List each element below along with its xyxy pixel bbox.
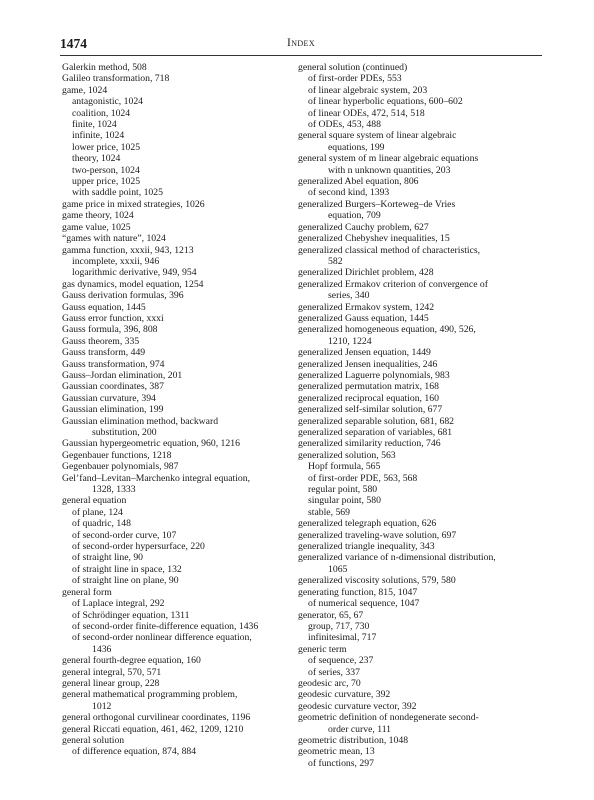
index-subentry: series, 340 xyxy=(328,290,370,302)
index-subentry: of linear hyperbolic equations, 600–602 xyxy=(308,96,463,108)
index-subentry: of Laplace integral, 292 xyxy=(72,598,165,610)
index-subentry: of linear ODEs, 472, 514, 518 xyxy=(308,107,425,119)
index-entry: generalized permutation matrix, 168 xyxy=(298,381,439,393)
index-subentry: 1065 xyxy=(328,563,348,575)
index-entry: Gauss equation, 1445 xyxy=(62,301,146,313)
index-entry: general solution (continued) xyxy=(298,62,408,73)
index-subentry: of ODEs, 453, 488 xyxy=(308,119,381,131)
index-entry: Galileo transformation, 718 xyxy=(62,73,170,85)
index-entry: generalized Cauchy problem, 627 xyxy=(298,221,429,233)
index-entry: generalized Burgers–Korteweg–de Vries xyxy=(298,198,456,210)
index-entry: generalized classical method of characteristics, xyxy=(298,244,481,256)
index-subentry: of numerical sequence, 1047 xyxy=(308,598,420,610)
index-entry: general orthogonal curvilinear coordinates, 1196 xyxy=(62,712,251,724)
index-entry: generalized viscosity solutions, 579, 580 xyxy=(298,575,456,587)
index-entry: generalized triangle inequality, 343 xyxy=(298,541,435,553)
index-entry: geometric mean, 13 xyxy=(298,746,375,758)
index-entry: generalized Ermakov criterion of convergence of xyxy=(298,278,488,290)
index-entry: general equation xyxy=(62,495,127,507)
index-entry: Gaussian coordinates, 387 xyxy=(62,381,164,393)
index-subentry: of quadric, 148 xyxy=(72,518,131,530)
index-entry: general system of m linear algebraic equations xyxy=(298,153,479,165)
index-entry: generating function, 815, 1047 xyxy=(298,586,418,598)
index-subentry: antagonistic, 1024 xyxy=(72,96,144,108)
index-entry: general form xyxy=(62,586,112,598)
index-entry: generalized telegraph equation, 626 xyxy=(298,518,437,530)
index-entry: generalized Jensen equation, 1449 xyxy=(298,347,431,359)
index-entry: generalized self-similar solution, 677 xyxy=(298,404,443,416)
index-entry: geometric distribution, 1048 xyxy=(298,734,409,746)
index-subentry: logarithmic derivative, 949, 954 xyxy=(72,267,197,279)
index-entry: “games with nature”, 1024 xyxy=(62,233,166,245)
index-entry: generalized traveling-wave solution, 697 xyxy=(298,529,457,541)
index-column-right xyxy=(298,62,523,769)
index-entry: generalized Laguerre polynomials, 983 xyxy=(298,369,450,381)
index-subentry: order curve, 111 xyxy=(328,723,392,735)
index-entry: generalized similarity reduction, 746 xyxy=(298,438,441,450)
index-entry: Gauss transform, 449 xyxy=(62,347,146,359)
index-subentry: upper price, 1025 xyxy=(72,176,141,188)
index-entry: Gauss formula, 396, 808 xyxy=(62,324,158,336)
index-entry: Gaussian curvature, 394 xyxy=(62,392,156,404)
index-entry: Gauss error function, xxxi xyxy=(62,312,164,324)
index-entry: geodesic curvature, 392 xyxy=(298,689,391,701)
index-subentry: theory, 1024 xyxy=(72,153,121,165)
running-title: Index xyxy=(286,37,316,49)
index-subentry: group, 717, 730 xyxy=(308,620,370,632)
index-entry: geodesic arc, 70 xyxy=(298,677,361,689)
index-subentry: finite, 1024 xyxy=(72,119,117,131)
index-subentry: infinite, 1024 xyxy=(72,130,125,142)
index-entry: Gauss transformation, 974 xyxy=(62,358,165,370)
index-subentry: of sequence, 237 xyxy=(308,655,374,667)
index-entry: Gaussian elimination method, backward xyxy=(62,415,219,427)
index-entry: generalized separable solution, 681, 682 xyxy=(298,415,455,427)
index-entry: game theory, 1024 xyxy=(62,210,134,222)
index-column-left xyxy=(62,62,287,758)
index-entry: Gaussian hypergeometric equation, 960, 1216 xyxy=(62,438,240,450)
index-entry: generalized Jensen inequalities, 246 xyxy=(298,358,438,370)
index-subentry: with n unknown quantities, 203 xyxy=(328,164,451,176)
index-entry: Gel’fand–Levitan–Marchenko integral equation, xyxy=(62,472,251,484)
index-subentry: of straight line on plane, 90 xyxy=(72,575,179,587)
index-subentry: of functions, 297 xyxy=(308,757,374,769)
index-entry: generalized Abel equation, 806 xyxy=(298,176,419,188)
index-subentry: infinitesimal, 717 xyxy=(308,632,377,644)
index-subentry: of second-order finite-difference equation, 1436 xyxy=(72,620,259,632)
index-entry: generalized Ermakov system, 1242 xyxy=(298,301,435,313)
index-subentry: of series, 337 xyxy=(308,666,360,678)
index-entry: Gauss theorem, 335 xyxy=(62,335,140,347)
index-subentry: of Schrödinger equation, 1311 xyxy=(72,609,190,621)
index-subentry: 1210, 1224 xyxy=(328,335,372,347)
index-entry: generic term xyxy=(298,643,347,655)
index-entry: generalized separation of variables, 681 xyxy=(298,427,453,438)
index-entry: game price in mixed strategies, 1026 xyxy=(62,198,205,210)
index-subentry: of second kind, 1393 xyxy=(308,187,390,199)
index-entry: general mathematical programming problem, xyxy=(62,689,238,701)
index-subentry: 582 xyxy=(328,255,343,267)
index-subentry: two-person, 1024 xyxy=(72,164,140,176)
index-entry: Gegenbauer polynomials, 987 xyxy=(62,461,179,473)
page-number: 1474 xyxy=(60,36,87,51)
index-entry: general solution xyxy=(62,734,125,746)
index-entry: gas dynamics, model equation, 1254 xyxy=(62,278,204,290)
index-entry: generalized variance of n-dimensional distribution, xyxy=(298,552,496,564)
index-subentry: regular point, 580 xyxy=(308,484,378,496)
index-subentry: of straight line in space, 132 xyxy=(72,563,182,575)
index-subentry: singular point, 580 xyxy=(308,495,381,507)
index-entry: game, 1024 xyxy=(62,84,108,96)
index-subentry: of first-order PDEs, 553 xyxy=(308,73,402,85)
index-entry: geodesic curvature vector, 392 xyxy=(298,700,417,712)
index-subentry: of second-order curve, 107 xyxy=(72,529,177,541)
index-entry: general Riccati equation, 461, 462, 1209, 1210 xyxy=(62,723,244,735)
index-subentry: incomplete, xxxii, 946 xyxy=(72,255,160,267)
index-subentry: of linear algebraic system, 203 xyxy=(308,84,428,96)
index-subentry: 1012 xyxy=(92,700,112,712)
index-subentry: lower price, 1025 xyxy=(72,141,141,153)
index-entry: game value, 1025 xyxy=(62,221,131,233)
index-subentry: with saddle point, 1025 xyxy=(72,187,163,199)
index-subentry: 1436 xyxy=(92,643,112,655)
index-entry: general integral, 570, 571 xyxy=(62,666,162,678)
index-entry: Galerkin method, 508 xyxy=(62,62,147,73)
index-subentry: of second-order hypersurface, 220 xyxy=(72,541,205,553)
index-entry: Gaussian elimination, 199 xyxy=(62,404,164,416)
index-entry: gamma function, xxxii, 943, 1213 xyxy=(62,244,194,256)
index-entry: Gauss–Jordan elimination, 201 xyxy=(62,369,183,381)
index-entry: generalized Dirichlet problem, 428 xyxy=(298,267,434,279)
index-subentry: stable, 569 xyxy=(308,506,350,518)
index-subentry: equations, 199 xyxy=(328,141,385,153)
index-subentry: of first-order PDE, 563, 568 xyxy=(308,472,418,484)
index-subentry: equation, 709 xyxy=(328,210,381,222)
index-entry: geometric definition of nondegenerate second- xyxy=(298,712,479,724)
index-subentry: substitution, 200 xyxy=(92,427,157,438)
index-entry: general fourth-degree equation, 160 xyxy=(62,655,201,667)
index-entry: generator, 65, 67 xyxy=(298,609,364,621)
index-subentry: 1328, 1333 xyxy=(92,484,136,496)
index-entry: general square system of linear algebraic xyxy=(298,130,457,142)
index-entry: Gauss derivation formulas, 396 xyxy=(62,290,184,302)
index-entry: generalized homogeneous equation, 490, 526, xyxy=(298,324,476,336)
index-subentry: of plane, 124 xyxy=(72,506,123,518)
index-entry: generalized Gauss equation, 1445 xyxy=(298,312,429,324)
index-entry: generalized Chebyshev inequalities, 15 xyxy=(298,233,450,245)
index-subentry: coalition, 1024 xyxy=(72,107,131,119)
index-subentry: of second-order nonlinear difference equation, xyxy=(72,632,252,644)
index-entry: generalized reciprocal equation, 160 xyxy=(298,392,439,404)
index-entry: generalized solution, 563 xyxy=(298,449,396,461)
page-header xyxy=(60,36,542,52)
index-subentry: of difference equation, 874, 884 xyxy=(72,746,197,758)
index-entry: general linear group, 228 xyxy=(62,677,160,689)
header-rule xyxy=(60,55,542,56)
index-subentry: Hopf formula, 565 xyxy=(308,461,381,473)
index-entry: Gegenbauer functions, 1218 xyxy=(62,449,172,461)
index-subentry: of straight line, 90 xyxy=(72,552,144,564)
